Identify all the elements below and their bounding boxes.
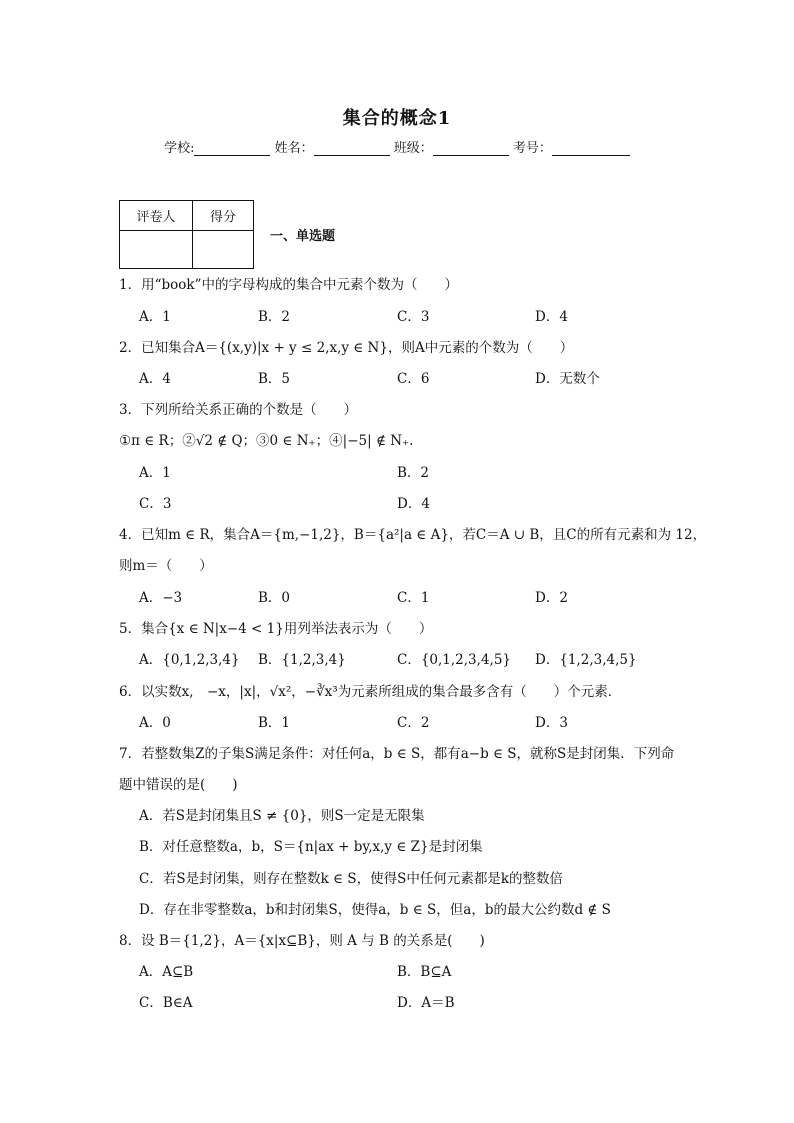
question-1: 1．用“book”中的字母构成的集合中元素个数为（ ） <box>119 277 458 293</box>
number-blank <box>552 141 630 156</box>
q2-option-a: A．4 <box>139 371 171 387</box>
q7-option-c: C．若S是封闭集，则存在整数k ∈ S，使得S中任何元素都是k的整数倍 <box>139 871 564 887</box>
q6-option-c: C．2 <box>397 715 430 731</box>
q7-option-b: B．对任意整数a，b，S＝{n|ax + by,x,y ∈ Z}是封闭集 <box>139 839 483 855</box>
grader-header: 评卷人 <box>120 201 193 231</box>
q8-option-c: C．B∈A <box>139 995 193 1011</box>
question-3-statements: ①π ∈ R；②√2 ∉ Q；③0 ∈ N₊；④|−5| ∉ N₊. <box>119 433 414 449</box>
q3-option-a: A．1 <box>139 465 171 481</box>
q6-option-d: D．3 <box>535 715 568 731</box>
q5-option-d: D．{1,2,3,4,5} <box>535 652 637 668</box>
q6-option-b: B．1 <box>258 715 291 731</box>
score-table <box>119 200 254 269</box>
school-blank <box>194 141 270 156</box>
question-7-continued: 题中错误的是( ) <box>119 777 238 793</box>
q4-option-c: C．1 <box>397 590 430 606</box>
q2-option-d: D．无数个 <box>535 371 600 387</box>
q1-option-d: D．4 <box>535 309 568 325</box>
q1-option-a: A．1 <box>139 309 171 325</box>
grader-cell <box>120 231 193 269</box>
q8-option-d: D．A＝B <box>397 995 455 1011</box>
q7-option-a: A．若S是封闭集且S ≠ {0}，则S一定是无限集 <box>139 808 425 824</box>
question-7: 7．若整数集Z的子集S满足条件：对任何a，b ∈ S，都有a−b ∈ S，就称S是封闭集．下列命 <box>119 746 675 762</box>
question-2: 2．已知集合A＝{(x,y)|x + y ≤ 2,x,y ∈ N}，则A中元素的个数为（ ） <box>119 340 574 356</box>
q4-option-d: D．2 <box>535 590 568 606</box>
question-6: 6．以实数x, −x，|x|，√x²，−∛x³为元素所组成的集合最多含有（ ）个元素． <box>119 684 622 700</box>
school-label: 学校: <box>164 141 195 156</box>
q6-option-a: A．0 <box>139 715 171 731</box>
q5-option-a: A．{0,1,2,3,4} <box>139 652 240 668</box>
question-3: 3．下列所给关系正确的个数是（ ） <box>119 402 358 418</box>
q4-option-a: A．−3 <box>139 590 183 606</box>
q3-option-b: B．2 <box>397 465 430 481</box>
question-4-continued: 则m＝（ ） <box>119 558 213 574</box>
question-8: 8．设 B＝{1,2}，A＝{x|x⊆B}，则 A 与 B 的关系是( ) <box>119 933 485 949</box>
q2-option-b: B．5 <box>258 371 291 387</box>
q3-option-c: C．3 <box>139 496 172 512</box>
section-heading: 一、单选题 <box>270 229 336 244</box>
q4-option-b: B．0 <box>258 590 291 606</box>
name-label: 姓名： <box>274 141 314 156</box>
question-5: 5．集合{x ∈ N|x−4 < 1}用列举法表示为（ ） <box>119 621 433 637</box>
q1-option-c: C．3 <box>397 309 430 325</box>
q3-option-d: D．4 <box>397 496 430 512</box>
q8-option-a: A．A⊆B <box>139 964 194 980</box>
name-blank <box>314 141 390 156</box>
page-title: 集合的概念1 <box>342 108 452 129</box>
q5-option-c: C．{0,1,2,3,4,5} <box>397 652 511 668</box>
q8-option-b: B．B⊆A <box>397 964 452 980</box>
q7-option-d: D．存在非零整数a，b和封闭集S，使得a，b ∈ S，但a，b的最大公约数d ∉ S <box>139 902 611 918</box>
class-label: 班级： <box>393 141 433 156</box>
q5-option-b: B．{1,2,3,4} <box>258 652 346 668</box>
score-header: 得分 <box>193 201 254 231</box>
score-cell <box>193 231 254 269</box>
q1-option-b: B．2 <box>258 309 291 325</box>
q2-option-c: C．6 <box>397 371 430 387</box>
student-info-line <box>0 137 794 156</box>
number-label: 考号： <box>512 141 552 156</box>
class-blank <box>433 141 509 156</box>
question-4: 4．已知m ∈ R，集合A＝{m,−1,2}，B＝{a²|a ∈ A}，若C＝A ∪ B，且C的所有元素和为 12， <box>119 527 707 543</box>
